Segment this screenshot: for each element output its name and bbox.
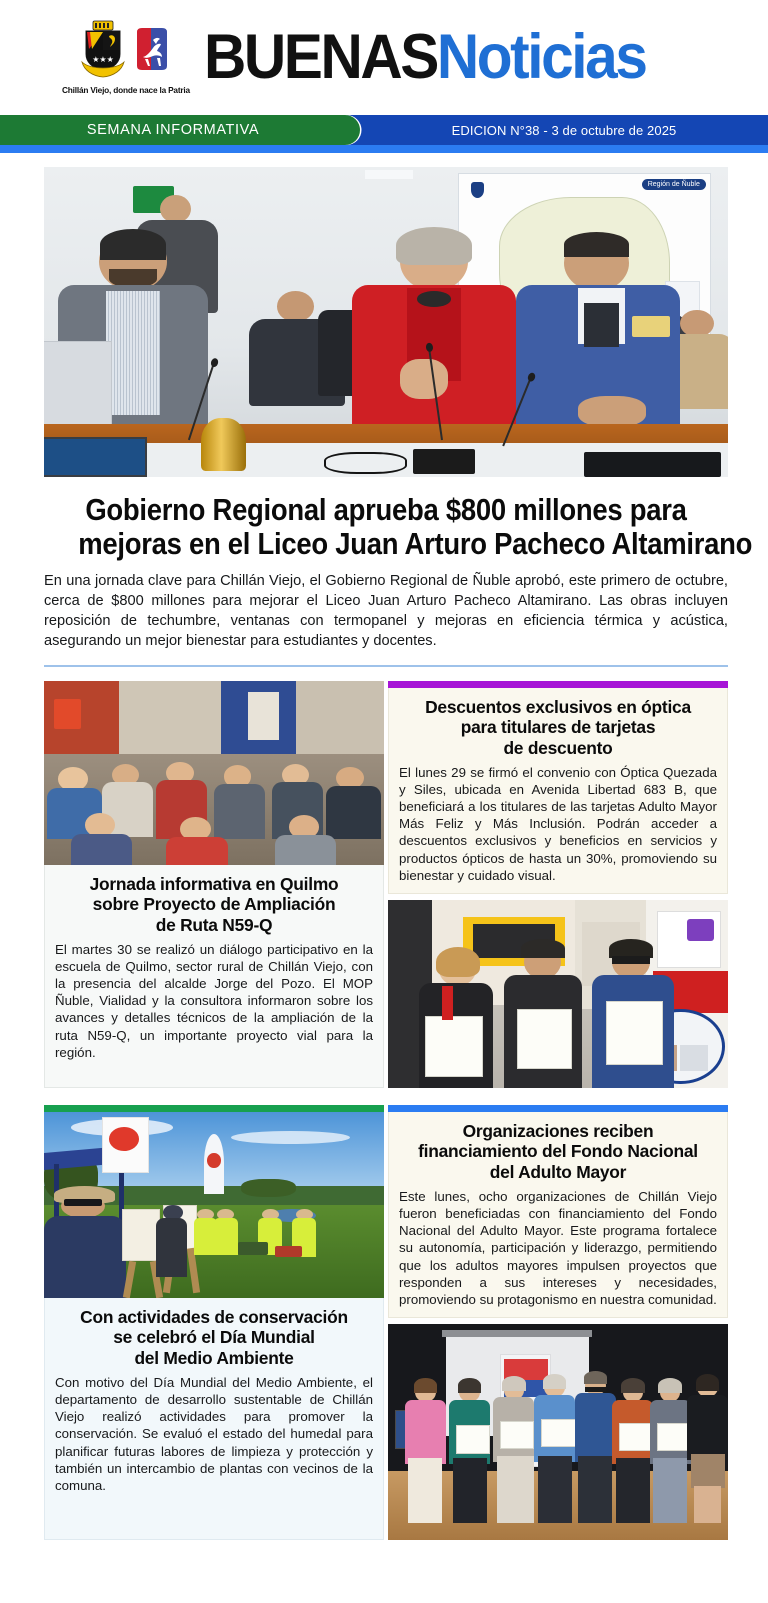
hero-photo	[44, 167, 728, 477]
publication-wordmark	[203, 21, 646, 92]
section-divider	[44, 665, 728, 667]
story-title-medioambiente	[55, 1307, 373, 1368]
section-label-text: SEMANA INFORMATIVA	[86, 122, 260, 138]
municipal-logo	[62, 20, 190, 95]
story-text-medioambiente: Con motivo del Día Mundial del Medio Ambiente, el departamento de desarrollo sustentable de Chillán Viejo realizó actividades para promover la conservación. Se evaluó el estado del humedal para planificar futuras labores de limpieza y protección y también un intercambio de plantas con vecinos de la comuna.	[55, 1374, 373, 1493]
story-title-line: de descuento	[503, 737, 613, 758]
story-photo-adultomayor	[388, 1324, 728, 1540]
story-title-adultomayor	[399, 1121, 717, 1182]
story-title-line: de Ruta N59-Q	[155, 914, 273, 935]
story-accent-adultomayor	[388, 1105, 728, 1112]
story-body-adultomayor	[388, 1112, 728, 1318]
story-photo-quilmo	[44, 681, 384, 865]
page-content	[0, 153, 768, 1540]
page-title	[78, 493, 753, 562]
story-title-line: Jornada informativa en Quilmo	[89, 873, 339, 894]
story-photo-optica	[388, 900, 728, 1088]
rider-emblem-icon	[133, 26, 171, 77]
story-title-optica	[399, 697, 717, 758]
story-title-line: sobre Proyecto de Ampliación	[92, 894, 336, 915]
story-title-line: Organizaciones reciben	[462, 1120, 654, 1141]
coat-of-arms-icon	[80, 20, 126, 83]
hero-title-line-1: Gobierno Regional aprueba $800 millones para	[85, 493, 687, 527]
story-title-line: financiamiento del Fondo Nacional	[418, 1141, 698, 1162]
edition-area	[360, 115, 768, 145]
story-body-quilmo	[44, 865, 384, 1088]
wordmark-noticias: Noticias	[436, 21, 646, 92]
hero-map-label: Región de Ñuble	[642, 179, 706, 190]
edition-text: EDICION N°38 - 3 de octubre de 2025	[451, 122, 677, 138]
svg-text:★★★: ★★★	[92, 55, 115, 64]
story-title-quilmo	[55, 874, 373, 935]
story-title-line: se celebró el Día Mundial	[113, 1327, 315, 1348]
story-title-line: del Medio Ambiente	[134, 1347, 294, 1368]
story-card-adultomayor[interactable]	[388, 1105, 728, 1540]
logo-block	[62, 20, 190, 95]
story-body-optica	[388, 688, 728, 894]
story-grid	[44, 681, 728, 1540]
section-label-pill	[0, 115, 360, 145]
story-card-optica[interactable]	[388, 681, 728, 1088]
story-title-line: para titulares de tarjetas	[460, 717, 656, 738]
story-title-line: del Adulto Mayor	[489, 1161, 627, 1182]
story-title-line: Descuentos exclusivos en óptica	[425, 696, 691, 717]
story-card-quilmo[interactable]	[44, 681, 384, 1088]
masthead	[0, 0, 768, 115]
story-title-line: Con actividades de conservación	[80, 1306, 348, 1327]
banner-underline	[0, 145, 768, 153]
story-body-medioambiente	[44, 1298, 384, 1540]
municipal-slogan: Chillán Viejo, donde nace la Patria	[62, 85, 190, 95]
story-text-optica: El lunes 29 se firmó el convenio con Óptica Quezada y Siles, ubicada en Avenida Libertad 683 B, que beneficiará a los titulares de las tarjetas Adulto Mayor Más Feliz y Más Inclusión. Podrán acceder a descuentos exclusivos y beneficios en servicios y productos ópticos de hasta un 30%, promoviendo su bienestar y cuidado visual.	[399, 764, 717, 883]
story-card-medioambiente[interactable]	[44, 1105, 384, 1540]
story-accent-medioambiente	[44, 1105, 384, 1112]
story-accent-optica	[388, 681, 728, 688]
wordmark-buenas: BUENAS	[203, 21, 437, 92]
hero-lead-paragraph: En una jornada clave para Chillán Viejo, el Gobierno Regional de Ñuble aprobó, este primero de octubre, cerca de $800 millones para mejorar el Liceo Juan Arturo Pacheco Altamirano. Las obras incluyen reposición de techumbre, ventanas con termopanel y mejoras en eficiencia térmica y acústica, asegurando un mejor bienestar para estudiantes y docentes.	[44, 573, 728, 650]
hero-title-line-2: mejoras en el Liceo Juan Arturo Pacheco Altamirano	[78, 527, 753, 562]
story-text-quilmo: El martes 30 se realizó un diálogo participativo en la escuela de Quilmo, sector rural de Chillán Viejo, con la presencia del alcalde Jorge del Pozo. El MOP Ñuble, Vialidad y la consultora informaron sobre los avances y detalles técnicos de la ampliación de la ruta N59-Q, un importante proyecto vial para la región.	[55, 941, 373, 1060]
story-text-adultomayor: Este lunes, ocho organizaciones de Chillán Viejo fueron beneficiadas con financiamiento del Fondo Nacional del Adulto Mayor. Este programa fortalece su autonomía, participación y liderazgo, permitiendo que los adultos mayores impulsen proyectos que responden a sus intereses y necesidades, promoviendo su protagonismo en nuestra comunidad.	[399, 1188, 717, 1307]
section-banner	[0, 115, 768, 145]
story-photo-medioambiente	[44, 1112, 384, 1298]
